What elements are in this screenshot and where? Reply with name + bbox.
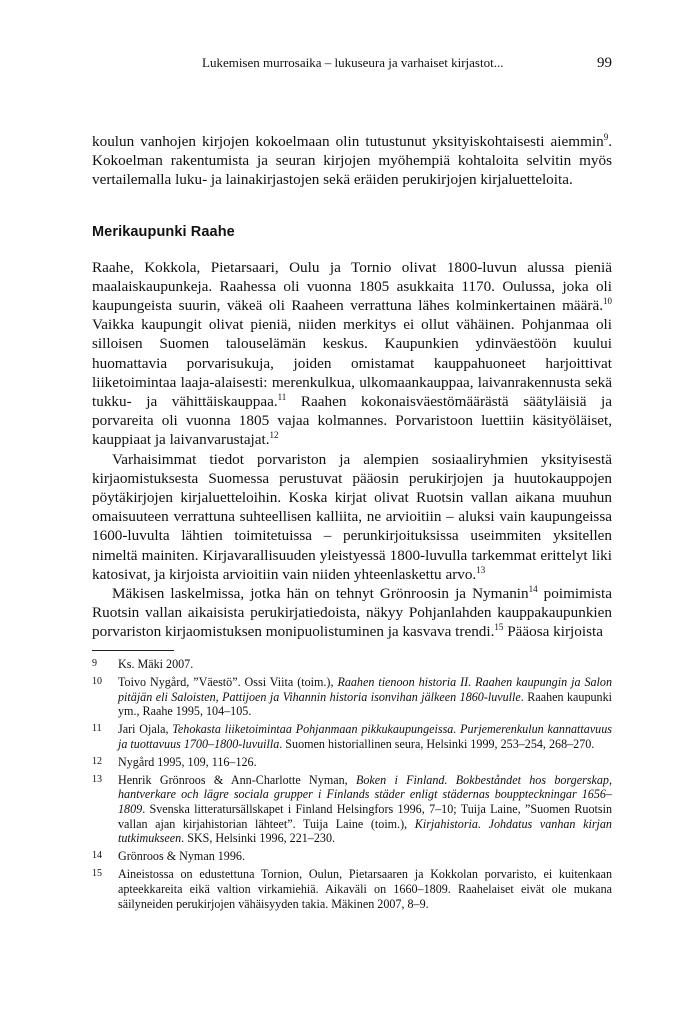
footnote-9 xyxy=(92,657,612,672)
main-text xyxy=(92,132,612,642)
footnote-number: 14 xyxy=(92,850,102,862)
footnote-number: 13 xyxy=(92,773,102,785)
footnote-number: 12 xyxy=(92,755,102,767)
footnote-ref-15[interactable]: 15 xyxy=(494,622,504,633)
footnote-12 xyxy=(92,755,612,770)
footnote-text: Toivo Nygård, ”Väestö”. Ossi Viita (toim.), Raahen tienoon historia II. Raahen kaupungin ja Salon pitäjän eli Saloisten, Pattijoen ja Vihannin historia isonvihan jälkeen 1860-luvulle. Raahen kaupunki ym., Raahe 1995, 104–105. xyxy=(118,674,613,719)
footnote-15 xyxy=(92,867,612,911)
footnote-text: Grönroos & Nyman 1996. xyxy=(118,849,245,864)
paragraph-1: Raahe, Kokkola, Pietarsaari, Oulu ja Tornio olivat 1800-luvun alussa pieniä maalaiskaupunkeja. Raahessa oli vuonna 1805 asukkaita 1170. Oulussa, joka oli kaupungeista suurin, väkeä oli Raaheen verrattuna lähes kolminkertainen määrä.$^{10}$ Vaikka kaupungit olivat pieniä, niiden merkitys ei ollut vähäinen. Pohjanmaa oli silloisen Suomen talouselämän keskus. Kaupunkien ydinväestöön kuului huomattavia porvarisukuja, joiden omistamat kauppahuoneet harjoittivat liiketoimintaa laaja-alaisesti: merenkulkua, ulkomaankauppaa, laivanrakennusta sekä tukku- ja vähittäiskauppaa.$^{11}$ Raahen kokonaisväestömäärästä säätyläisiä ja porvareita oli vuonna 1805 vajaa kolmannes. Porvaristoon luettiin käsityöläiset, kauppiaat ja laivanvarustajat.$^{12}$ xyxy=(92,258,612,449)
footnote-text: Aineistossa on edustettuna Tornion, Oulun, Pietarsaaren ja Kokkolan porvaristo, ei kuitenkaan apteekkareita eikä valtion virkamiehiä. Aikaväli on 1660–1809. Raahelaiset eivät ole mukana säilyneiden perukirjojen vähäisyyden takia. Mäkinen 2007, 8–9. xyxy=(118,867,612,911)
paragraph-3: Mäkisen laskelmissa, jotka hän on tehnyt Grönroosin ja Nymanin$^{14}$ poimimista Ruotsin vallan aikaisista perukirjatiedoista, näkyy Pohjanlahden kauppakaupunkien porvariston kirjaomistuksen monipuolistuminen ja kasvava trendi.$^{15}$ Pääosa kirjoista xyxy=(92,584,612,641)
footnote-11 xyxy=(92,722,612,751)
footnote-number: 11 xyxy=(92,723,102,735)
footnote-text: Henrik Grönroos & Ann-Charlotte Nyman, Boken i Finland. Bokbeståndet hos borgerskap, hantverkare och lägre sociala grupper i Finlands städer enligt städernas bouppteckningar 1656–1809. Svenska litteratursällskapet i Finland Helsingfors 1996, 7–10; Tuija Laine, ”Suomen Ruotsin vallan ajan kirjahistorian lähteet”. Tuija Laine (toim.), Kirjahistoria. Johdatus vanhan kirjan tutkimukseen. SKS, Helsinki 1996, 221–230. xyxy=(118,772,612,846)
footnote-14 xyxy=(92,849,612,864)
footnote-number: 9 xyxy=(92,658,97,669)
footnote-ref-14[interactable]: 14 xyxy=(528,584,538,594)
footnote-ref-11[interactable]: 11 xyxy=(277,391,287,402)
footnote-ref-13[interactable]: 13 xyxy=(476,564,486,575)
footnote-10 xyxy=(92,675,612,719)
footnote-number: 15 xyxy=(92,868,102,880)
footnote-text: Jari Ojala, Tehokasta liiketoimintaa Pohjanmaan pikkukaupungeissa. Purjemerenkulun kannattavuus ja tuottavuus 1700–1800-luvuilla. Suomen historiallinen seura, Helsinki 1999, 253–254, 268–270. xyxy=(118,722,612,751)
paragraph-2: Varhaisimmat tiedot porvariston ja alempien sosiaaliryhmien yksityisestä kirjaomistuksesta Suomessa perustuvat pääosin perukirjojen ja huutokauppojen pöytäkirjojen kirjaluetteloihin. Koska kirjat olivat Ruotsin vallan aikana muuhun omaisuuteen verrattuna suhteellisen kalliita, ne arvioitiin – aluksi vain kaupungeissa 1600-luvulta lähtien toimitetuissa – perunkirjoituksissa useimmiten yksitellen nimeltä mainiten. Kirjavarallisuuden yleistyessä 1800-luvulla tarkemmat erittelyt liki katosivat, ja kirjoista arvioitiin vain niiden yhteenlaskettu arvo.$^{13}$ xyxy=(92,450,612,583)
footnote-text: Ks. Mäki 2007. xyxy=(118,657,194,671)
footnotes xyxy=(92,657,612,915)
footnote-13 xyxy=(92,773,612,847)
footnote-separator xyxy=(92,650,174,651)
running-head-title: Lukemisen murrosaika – lukuseura ja varhaiset kirjastot... xyxy=(202,55,504,70)
footnote-text: Nygård 1995, 109, 116–126. xyxy=(118,754,257,769)
footnote-ref-12[interactable]: 12 xyxy=(269,430,279,441)
footnote-ref-9[interactable]: 9 xyxy=(603,131,609,142)
footnote-ref-10[interactable]: 10 xyxy=(603,295,612,306)
intro-paragraph: koulun vanhojen kirjojen kokoelmaan olin tutustunut yksityiskohtaisesti aiemmin$^9$. Kokoelman rakentumista ja seuran kirjojen myöhempiä kohtaloita selvitin myös vertailemalla luku- ja lainakirjastojen sekä eräiden perukirjojen kirjaluetteloita. xyxy=(92,131,612,189)
section-heading: Merikaupunki Raahe xyxy=(92,223,235,240)
footnote-number: 10 xyxy=(92,675,102,687)
page-number: 99 xyxy=(597,55,612,71)
